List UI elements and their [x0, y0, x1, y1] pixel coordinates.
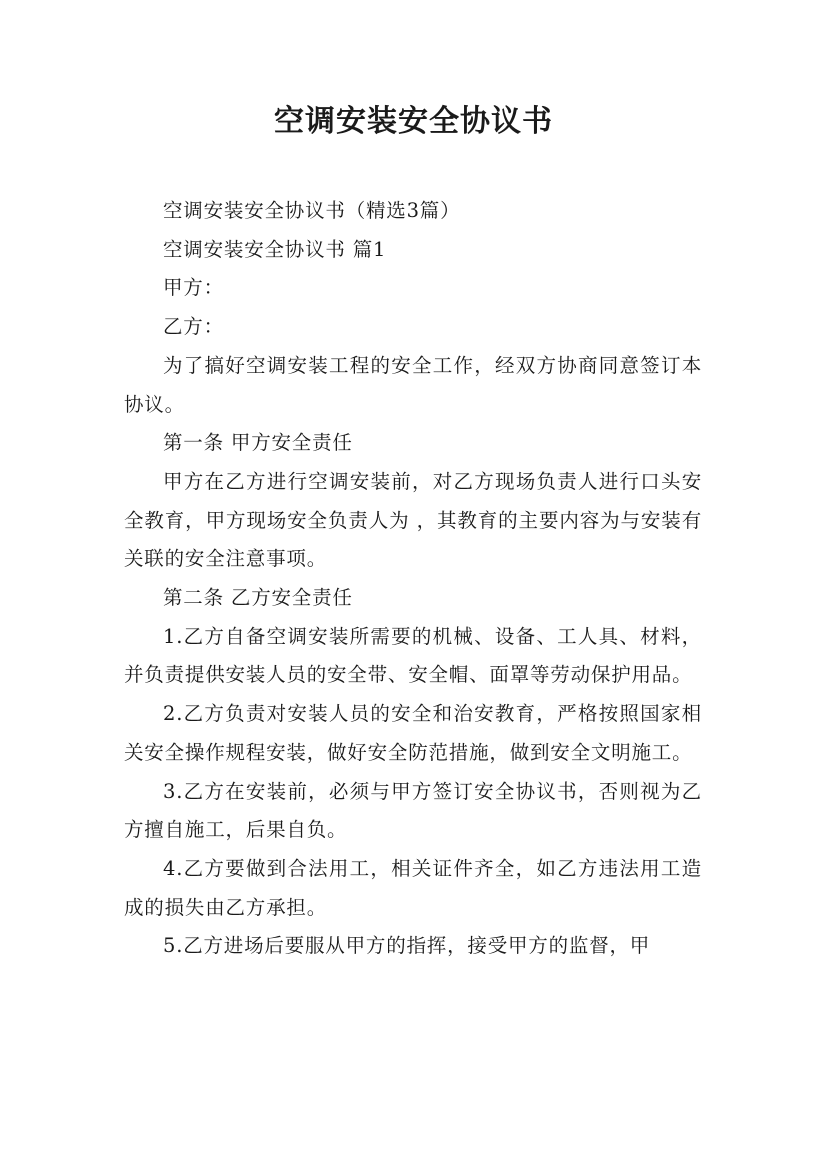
paragraph-clause-3: 3.乙方在安装前，必须与甲方签订安全协议书，否则视为乙方擅自施工，后果自负。 [124, 779, 702, 842]
paragraph-party-a: 甲方： [163, 276, 224, 300]
paragraph-clause-4: 4.乙方要做到合法用工，相关证件齐全，如乙方违法用工造成的损失由乙方承担。 [124, 856, 702, 919]
paragraph-intro: 为了搞好空调安装工程的安全工作，经双方协商同意签订本协议。 [124, 353, 702, 416]
paragraph-article-1-body: 甲方在乙方进行空调安装前，对乙方现场负责人进行口头安全教育，甲方现场安全负责人为 ，其教育的主要内容为与安装有关联的安全注意事项。 [124, 469, 702, 571]
paragraph-subtitle: 空调安装安全协议书（精选3篇） [163, 199, 461, 222]
paragraph-section-heading: 空调安装安全协议书 篇1 [163, 237, 387, 261]
document-body [124, 192, 702, 966]
paragraph-article-1-heading: 第一条 甲方安全责任 [163, 431, 353, 455]
paragraph-clause-5: 5.乙方进场后要服从甲方的指挥，接受甲方的监督，甲 [163, 934, 651, 958]
paragraph-article-2-heading: 第二条 乙方安全责任 [163, 586, 353, 610]
document-title: 空调安装安全协议书 [274, 104, 553, 139]
paragraph-party-b: 乙方： [163, 315, 224, 339]
paragraph-clause-2: 2.乙方负责对安装人员的安全和治安教育，严格按照国家相关安全操作规程安装，做好安全防范措施，做到安全文明施工。 [124, 702, 702, 764]
paragraph-clause-1: 1.乙方自备空调安装所需要的机械、设备、工人具、材料，并负责提供安装人员的安全带、安全帽、面罩等劳动保护用品。 [124, 624, 702, 687]
